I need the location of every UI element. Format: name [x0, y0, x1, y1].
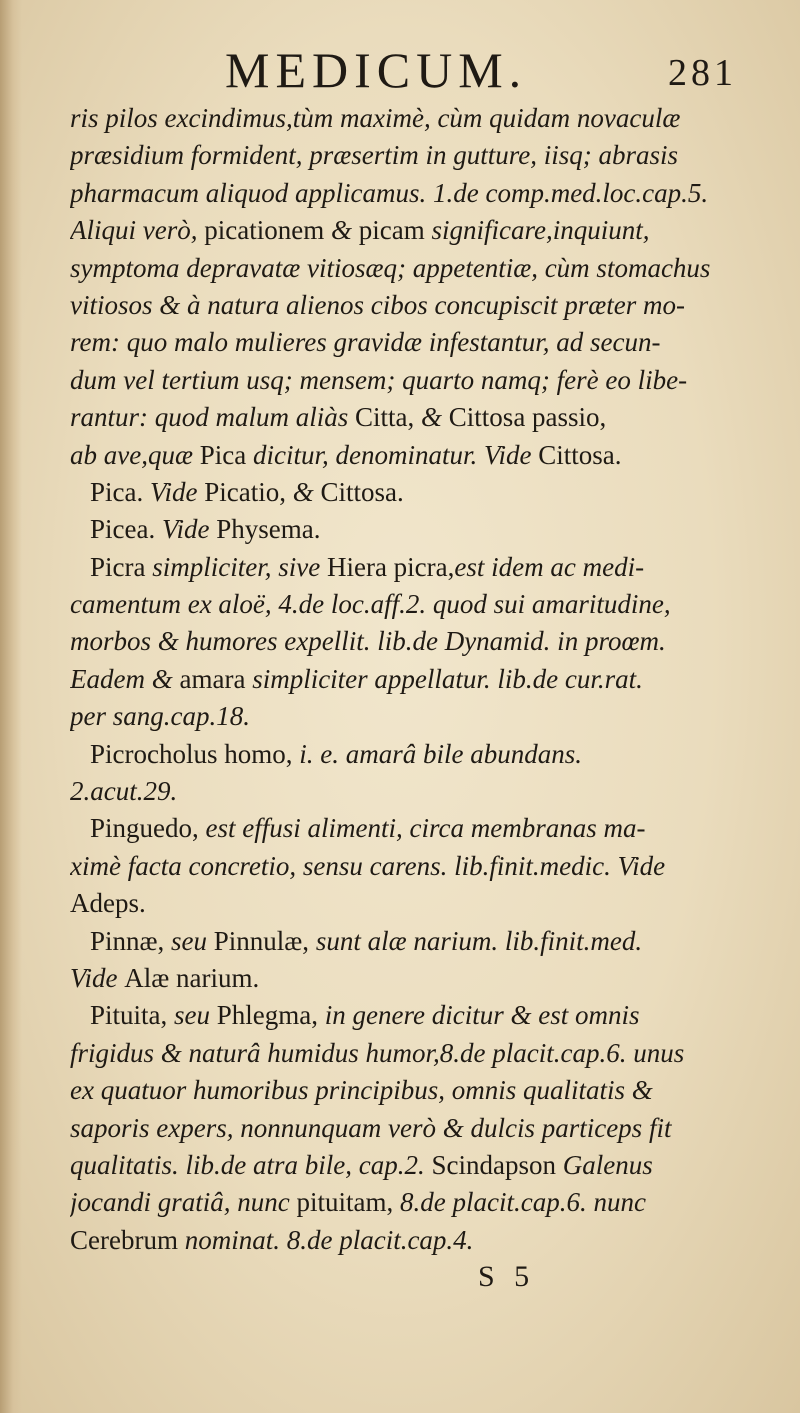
- text-line: [70, 250, 770, 287]
- roman-text: Picatio,: [204, 476, 293, 507]
- roman-text: picationem: [204, 215, 331, 246]
- text-line: [70, 623, 770, 660]
- italic-text: pharmacum aliquod applicamus. 1.de comp.med.loc.cap.5.: [70, 177, 709, 208]
- text-line: [70, 736, 770, 773]
- italic-text: dicitur, denominatur. Vide: [252, 439, 539, 470]
- italic-text: Vide: [150, 476, 205, 507]
- italic-text: est idem ac medi-: [454, 551, 645, 582]
- italic-text: symptoma depravatæ vitiosæq; appetentiæ, cùm stomachus: [70, 252, 711, 283]
- text-line: [70, 549, 770, 586]
- italic-text: rem: quo malo mulieres gravidæ infestantur, ad secun-: [70, 327, 661, 358]
- roman-text: Cittosa passio,: [448, 402, 607, 433]
- text-line: [70, 773, 770, 810]
- italic-text: morbos & humores expellit. lib.de Dynamid. in proœm.: [70, 626, 666, 657]
- roman-text: Alæ narium.: [124, 962, 260, 993]
- roman-text: Pica: [199, 439, 253, 470]
- roman-text: Physema.: [216, 514, 321, 545]
- text-body: [70, 100, 770, 1259]
- text-line: [70, 885, 770, 922]
- text-line: [70, 661, 770, 698]
- text-line: [70, 511, 770, 548]
- roman-text: Pituita,: [90, 1000, 175, 1031]
- roman-text: pituitam,: [296, 1187, 400, 1218]
- italic-text: in genere dicitur & est omnis: [324, 1000, 640, 1031]
- text-line: [70, 437, 770, 474]
- text-line: [70, 362, 770, 399]
- italic-text: seu: [174, 1000, 217, 1031]
- italic-text: saporis expers, nonnunquam verò & dulcis particeps fit: [70, 1112, 672, 1143]
- italic-text: camentum ex aloë, 4.de loc.aff.2. quod sui amaritudine,: [70, 589, 671, 620]
- italic-text: ximè facta concretio, sensu carens. lib.finit.medic. Vide: [70, 850, 666, 881]
- roman-text: Scindapson: [431, 1149, 563, 1180]
- text-line: [70, 324, 770, 361]
- roman-text: Cittosa.: [538, 439, 622, 470]
- text-line: [70, 1035, 770, 1072]
- italic-text: ab ave,quæ: [70, 439, 200, 470]
- text-line: [70, 1147, 770, 1184]
- italic-text: Galenus: [562, 1149, 653, 1180]
- text-line: [70, 1222, 770, 1259]
- running-title: MEDICUM.: [225, 42, 528, 98]
- italic-text: simpliciter appellatur. lib.de cur.rat.: [252, 663, 643, 694]
- text-line: [70, 1072, 770, 1109]
- roman-text: Phlegma,: [216, 1000, 325, 1031]
- italic-text: rantur: quod malum aliàs: [70, 402, 356, 433]
- roman-text: Pica.: [90, 476, 150, 507]
- roman-text: Pinnæ,: [90, 925, 172, 956]
- roman-text: Picrocholus homo,: [90, 738, 300, 769]
- text-line: [70, 923, 770, 960]
- italic-text: est effusi alimenti, circa membranas ma-: [205, 813, 646, 844]
- italic-text: simpliciter, sive: [152, 551, 327, 582]
- roman-text: Adeps.: [70, 888, 146, 919]
- roman-text: Picea.: [90, 514, 162, 545]
- italic-text: Aliqui verò,: [70, 215, 205, 246]
- italic-text: Vide: [161, 514, 217, 545]
- text-line: [70, 137, 770, 174]
- italic-text: per sang.cap.18.: [70, 701, 250, 732]
- italic-text: &: [292, 476, 321, 507]
- text-line: [70, 810, 770, 847]
- italic-text: 2.acut.29.: [70, 776, 178, 807]
- italic-text: 8.de placit.cap.6. nunc: [399, 1187, 646, 1218]
- italic-text: dum vel tertium usq; mensem; quarto namq; ferè eo libe-: [70, 364, 688, 395]
- italic-text: Vide: [70, 962, 125, 993]
- text-line: [70, 960, 770, 997]
- page-header: [0, 40, 800, 100]
- text-line: [70, 586, 770, 623]
- italic-text: seu: [171, 925, 214, 956]
- text-line: [70, 287, 770, 324]
- roman-text: amara: [179, 663, 253, 694]
- italic-text: significare,inquiunt,: [431, 215, 650, 246]
- text-line: [70, 212, 770, 249]
- signature-mark: S 5: [478, 1260, 536, 1293]
- italic-text: vitiosos & à natura alienos cibos concupiscit præter mo-: [70, 289, 685, 320]
- text-line: [70, 698, 770, 735]
- roman-text: Hiera picra,: [326, 551, 455, 582]
- text-line: [70, 399, 770, 436]
- italic-text: i. e. amarâ bile abundans.: [299, 738, 582, 769]
- page-number: 281: [668, 52, 737, 94]
- italic-text: frigidus & naturâ humidus humor,8.de placit.cap.6. unus: [70, 1037, 685, 1068]
- roman-text: picam: [358, 215, 432, 246]
- italic-text: ex quatuor humoribus principibus, omnis qualitatis &: [70, 1075, 653, 1106]
- italic-text: nominat. 8.de placit.cap.4.: [184, 1224, 474, 1255]
- text-line: [70, 100, 770, 137]
- italic-text: ris pilos excindimus,tùm maximè, cùm quidam novaculæ: [70, 103, 681, 133]
- text-line: [70, 848, 770, 885]
- text-line: [70, 997, 770, 1034]
- italic-text: sunt alæ narium. lib.finit.med.: [315, 925, 643, 956]
- text-line: [70, 175, 770, 212]
- roman-text: Picra: [90, 551, 153, 582]
- italic-text: Eadem &: [70, 663, 180, 694]
- italic-text: &: [421, 402, 449, 433]
- italic-text: &: [330, 215, 359, 246]
- italic-text: qualitatis. lib.de atra bile, cap.2.: [70, 1149, 432, 1180]
- roman-text: Cerebrum: [70, 1224, 185, 1255]
- roman-text: Cittosa.: [320, 476, 404, 507]
- roman-text: Pinguedo,: [90, 813, 206, 844]
- text-line: [70, 1184, 770, 1221]
- italic-text: jocandi gratiâ, nunc: [70, 1187, 297, 1218]
- text-line: [70, 1110, 770, 1147]
- roman-text: Pinnulæ,: [213, 925, 316, 956]
- italic-text: præsidium formident, præsertim in gutture, iisq; abrasis: [70, 140, 679, 171]
- text-line: [70, 474, 770, 511]
- roman-text: Citta,: [355, 402, 422, 433]
- page-edge-shadow: [0, 0, 22, 1413]
